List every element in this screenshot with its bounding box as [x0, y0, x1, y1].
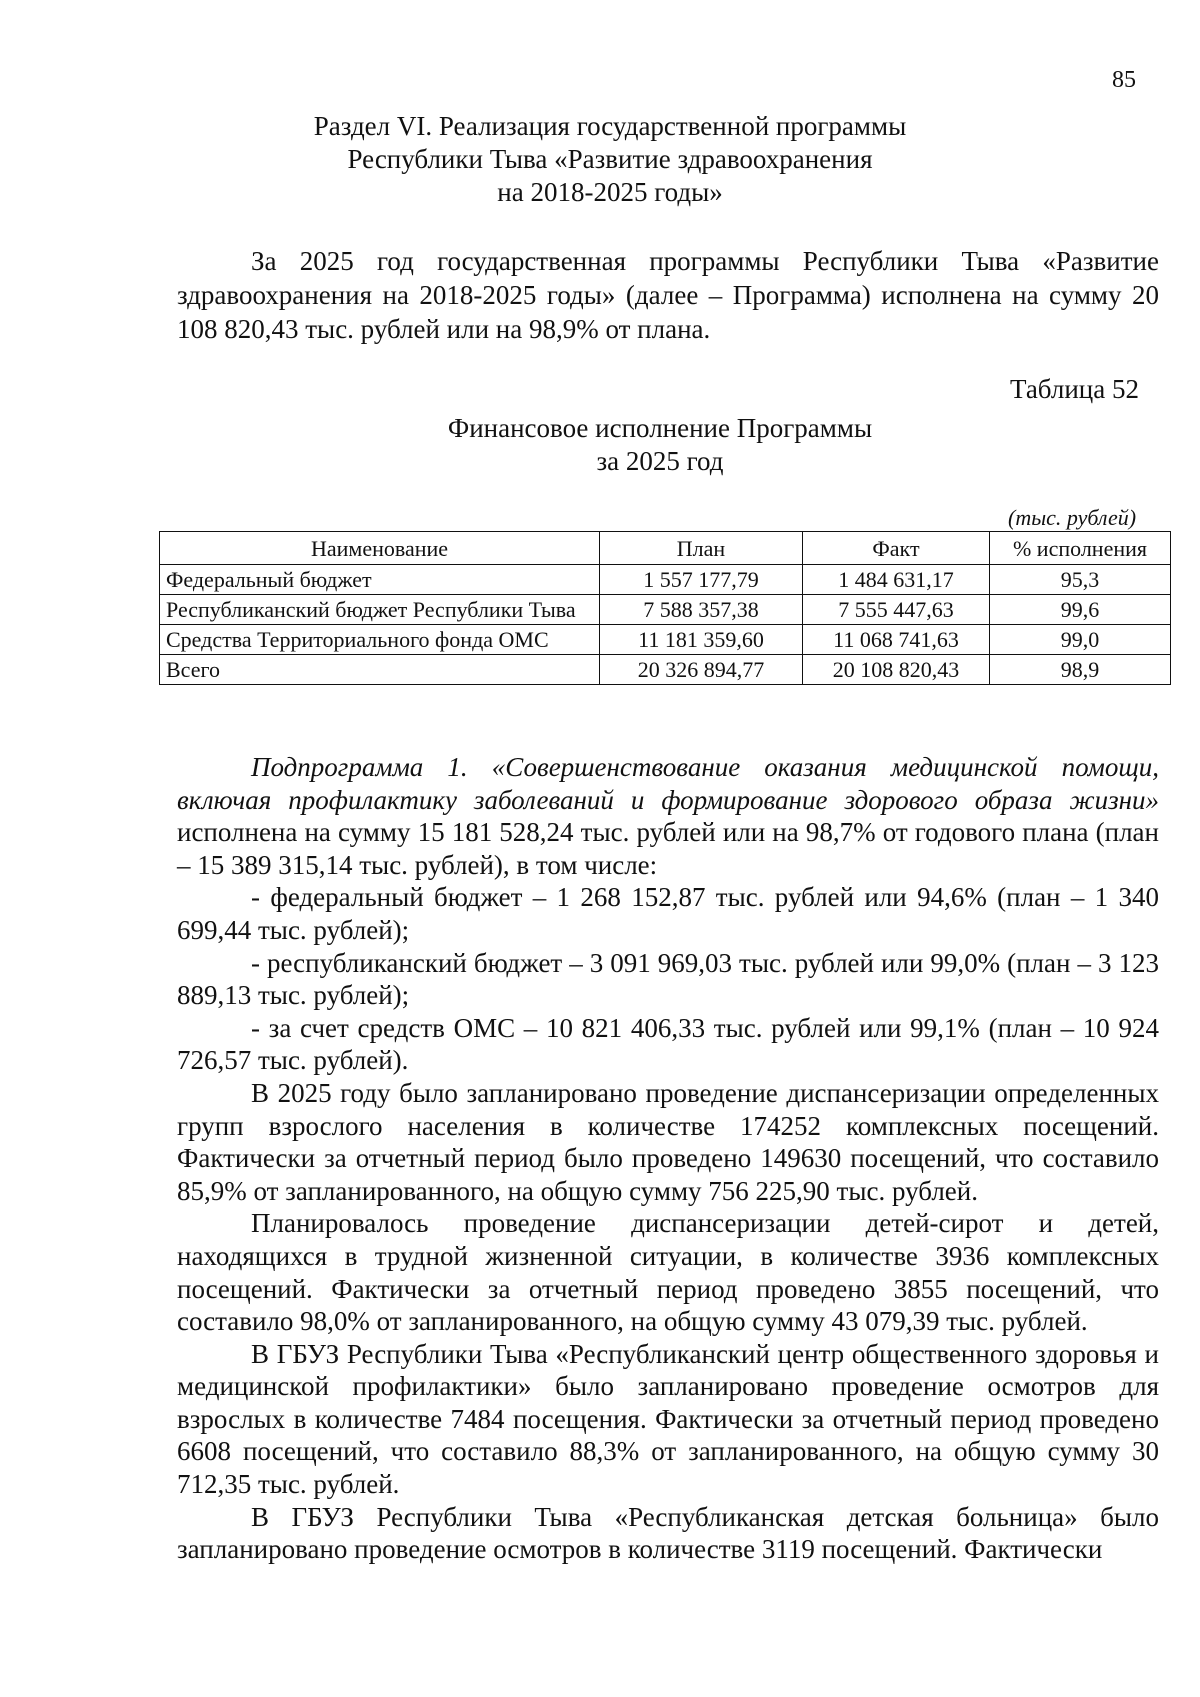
funding-item: - республиканский бюджет – 3 091 969,03 тыс. рублей или 99,0% (план – 3 123 889,13 тыс. рублей);: [177, 947, 1159, 1011]
table-header-row: [160, 532, 1171, 565]
table-units: (тыс. рублей): [1008, 505, 1137, 530]
fact-cell: 7 555 447,63: [803, 595, 990, 625]
page-number: 85: [1112, 67, 1136, 93]
row-name-cell: Республиканский бюджет Республики Тыва: [160, 595, 600, 625]
fact-cell: 11 068 741,63: [803, 625, 990, 655]
body-text: [177, 751, 1159, 1566]
subprogram-paragraph: [177, 751, 1159, 881]
row-name-cell: Всего: [160, 655, 600, 685]
body-paragraph: В ГБУЗ Республики Тыва «Республиканская детская больница» было запланировано проведение осмотров в количестве 3119 посещений. Фактически: [177, 1501, 1159, 1565]
section-heading: [160, 110, 1060, 209]
percent-cell: 99,6: [990, 595, 1171, 625]
table-row: [160, 595, 1171, 625]
table-number-label: Таблица 52: [1010, 374, 1139, 404]
funding-item: - федеральный бюджет – 1 268 152,87 тыс. рублей или 94,6% (план – 1 340 699,44 тыс. рублей);: [177, 882, 1159, 945]
column-header-fact: Факт: [803, 532, 990, 565]
row-name-cell: Федеральный бюджет: [160, 565, 600, 595]
column-header-percent: % исполнения: [990, 532, 1171, 565]
percent-cell: 95,3: [990, 565, 1171, 595]
fact-cell: 1 484 631,17: [803, 565, 990, 595]
subprogram-summary: исполнена на сумму 15 181 528,24 тыс. рублей или на 98,7% от годового плана (план – 15 389 315,14 тыс. рублей), в том числе:: [177, 817, 1159, 880]
table-row: [160, 625, 1171, 655]
table-row: [160, 565, 1171, 595]
percent-cell: 98,9: [990, 655, 1171, 685]
section-heading-line: Республики Тыва «Развитие здравоохранения: [347, 144, 873, 174]
plan-cell: 7 588 357,38: [600, 595, 803, 625]
table-total-row: [160, 655, 1171, 685]
body-paragraph: В 2025 году было запланировано проведение диспансеризации определенных групп взрослого населения в количестве 174252 комплексных посещений. Фактически за отчетный период было проведено 149630 посещений, что составило 85,9% от запланированного, на общую сумму 756 225,90 тыс. рублей.: [177, 1077, 1159, 1206]
column-header-name: Наименование: [160, 532, 600, 565]
table-caption-line: за 2025 год: [596, 446, 724, 476]
intro-section: [177, 244, 1159, 346]
body-paragraph: В ГБУЗ Республики Тыва «Республиканский центр общественного здоровья и медицинской профилактики» было запланировано проведение осмотров для взрослых в количестве 7484 посещения. Фактически за отчетный период проведено 6608 посещений, что составило 88,3% от запланированного, на общую сумму 30 712,35 тыс. рублей.: [177, 1338, 1159, 1500]
plan-cell: 1 557 177,79: [600, 565, 803, 595]
section-heading-line: Раздел VI. Реализация государственной программы: [313, 111, 907, 141]
funding-item: - за счет средств ОМС – 10 821 406,33 тыс. рублей или 99,1% (план – 10 924 726,57 тыс. рублей).: [177, 1012, 1159, 1076]
fact-cell: 20 108 820,43: [803, 655, 990, 685]
subprogram-title: Подпрограмма 1. «Совершенствование оказания медицинской помощи, включая профилактику заболеваний и формирование здорового образа жизни»: [177, 752, 1159, 815]
section-heading-line: на 2018-2025 годы»: [497, 177, 723, 207]
body-paragraph: Планировалось проведение диспансеризации детей-сирот и детей, находящихся в трудной жизненной ситуации, в количестве 3936 комплексных посещений. Фактически за отчетный период проведено 3855 посещений, что составило 98,0% от запланированного, на общую сумму 43 079,39 тыс. рублей.: [177, 1208, 1159, 1337]
plan-cell: 11 181 359,60: [600, 625, 803, 655]
intro-paragraph: За 2025 год государственная программы Республики Тыва «Развитие здравоохранения на 2018-2025 годы» (далее – Программа) исполнена на сумму 20 108 820,43 тыс. рублей или на 98,9% от плана.: [177, 246, 1159, 344]
table-caption-line: Финансовое исполнение Программы: [447, 413, 873, 443]
financial-execution-table: [159, 531, 1171, 685]
plan-cell: 20 326 894,77: [600, 655, 803, 685]
column-header-plan: План: [600, 532, 803, 565]
row-name-cell: Средства Территориального фонда ОМС: [160, 625, 600, 655]
table-caption: [350, 412, 970, 478]
percent-cell: 99,0: [990, 625, 1171, 655]
